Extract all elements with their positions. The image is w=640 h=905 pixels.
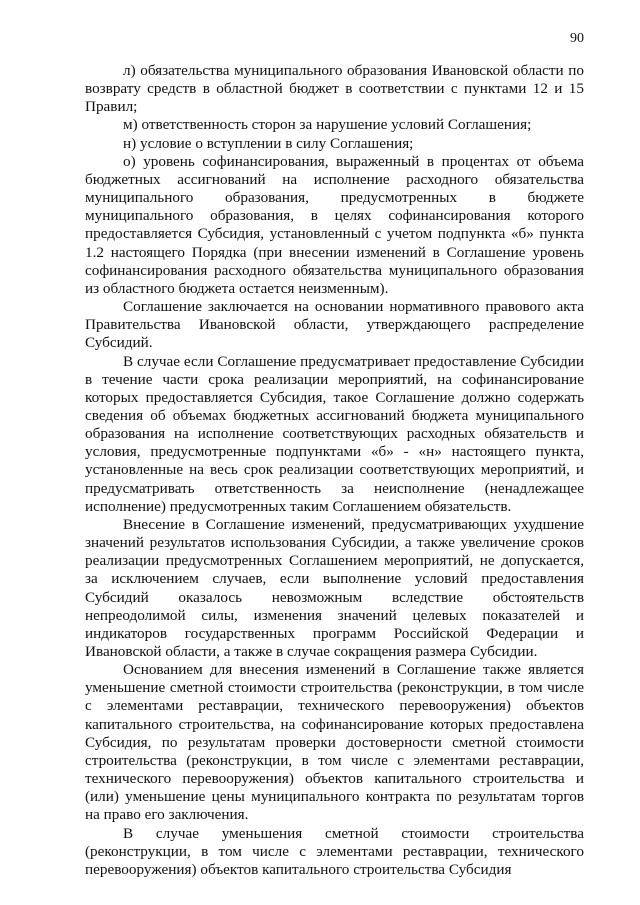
page-number: 90 (570, 31, 584, 46)
document-body (85, 62, 584, 879)
paragraph-cost-reduction: В случае уменьшения сметной стоимости строительства (реконструкции, в том числе с элементами реставрации, технического перевооружения) объектов капитального строительства Субсидия (85, 824, 584, 878)
paragraph-item-m: м) ответственность сторон за нарушение условий Соглашения; (123, 116, 532, 134)
paragraph-partial-term: В случае если Соглашение предусматривает предоставление Субсидии в течение части срока реализации мероприятий, на софинансирование которых предоставляется Субсидия, такое Соглашение должно содержать сведения об объемах бюджетных ассигнований бюджета муниципального образования на исполнение соответствующих расходных обязательств и условия, предусмотренные подпунктами «б» - «н» настоящего пункта, установленные на весь срок реализации соответствующих мероприятий, и предусматривать ответственность за неисполнение (ненадлежащее исполнение) предусмотренных таким Соглашением обязательств. (85, 352, 584, 515)
paragraph-item-l: л) обязательства муниципального образования Ивановской области по возврату средств в областной бюджет в соответствии с пунктами 12 и 15 Правил; (85, 62, 584, 116)
paragraph-item-n: н) условие о вступлении в силу Соглашения; (123, 134, 414, 152)
paragraph-amendments: Внесение в Соглашение изменений, предусматривающих ухудшение значений результатов использования Субсидии, а также увеличение сроков реализации предусмотренных Соглашением мероприятий, не допускается, за исключением случаев, если выполнение условий предоставления Субсидий оказалось невозможным вследствие обстоятельств непреодолимой силы, изменения значений целевых показателей и индикаторов государственных программ Российской Федерации и Ивановской области, а также в случае сокращения размера Субсидии. (85, 515, 584, 660)
paragraph-agreement-basis: Соглашение заключается на основании нормативного правового акта Правительства Ивановской области, утверждающего распределение Субсидий. (85, 298, 584, 352)
paragraph-amendment-grounds: Основанием для внесения изменений в Соглашение также является уменьшение сметной стоимости строительства (реконструкции, в том числе с элементами реставрации, технического перевооружения) объектов капитального строительства, на софинансирование которых предоставлена Субсидия, по результатам проверки достоверности сметной стоимости строительства (реконструкции, в том числе с элементами реставрации, технического перевооружения) объектов капитального строительства и (или) уменьшение цены муниципального контракта по результатам торгов на право его заключения. (85, 661, 584, 824)
paragraph-item-o: о) уровень софинансирования, выраженный в процентах от объема бюджетных ассигнований на исполнение расходного обязательства муниципального образования, предусмотренных в бюджете муниципального образования, в целях софинансирования которого предоставляется Субсидия, установленный с учетом подпункта «б» пункта 1.2 настоящего Порядка (при внесении изменений в Соглашение уровень софинансирования расходного обязательства муниципального образования из областного бюджета остается неизменным). (85, 152, 584, 297)
